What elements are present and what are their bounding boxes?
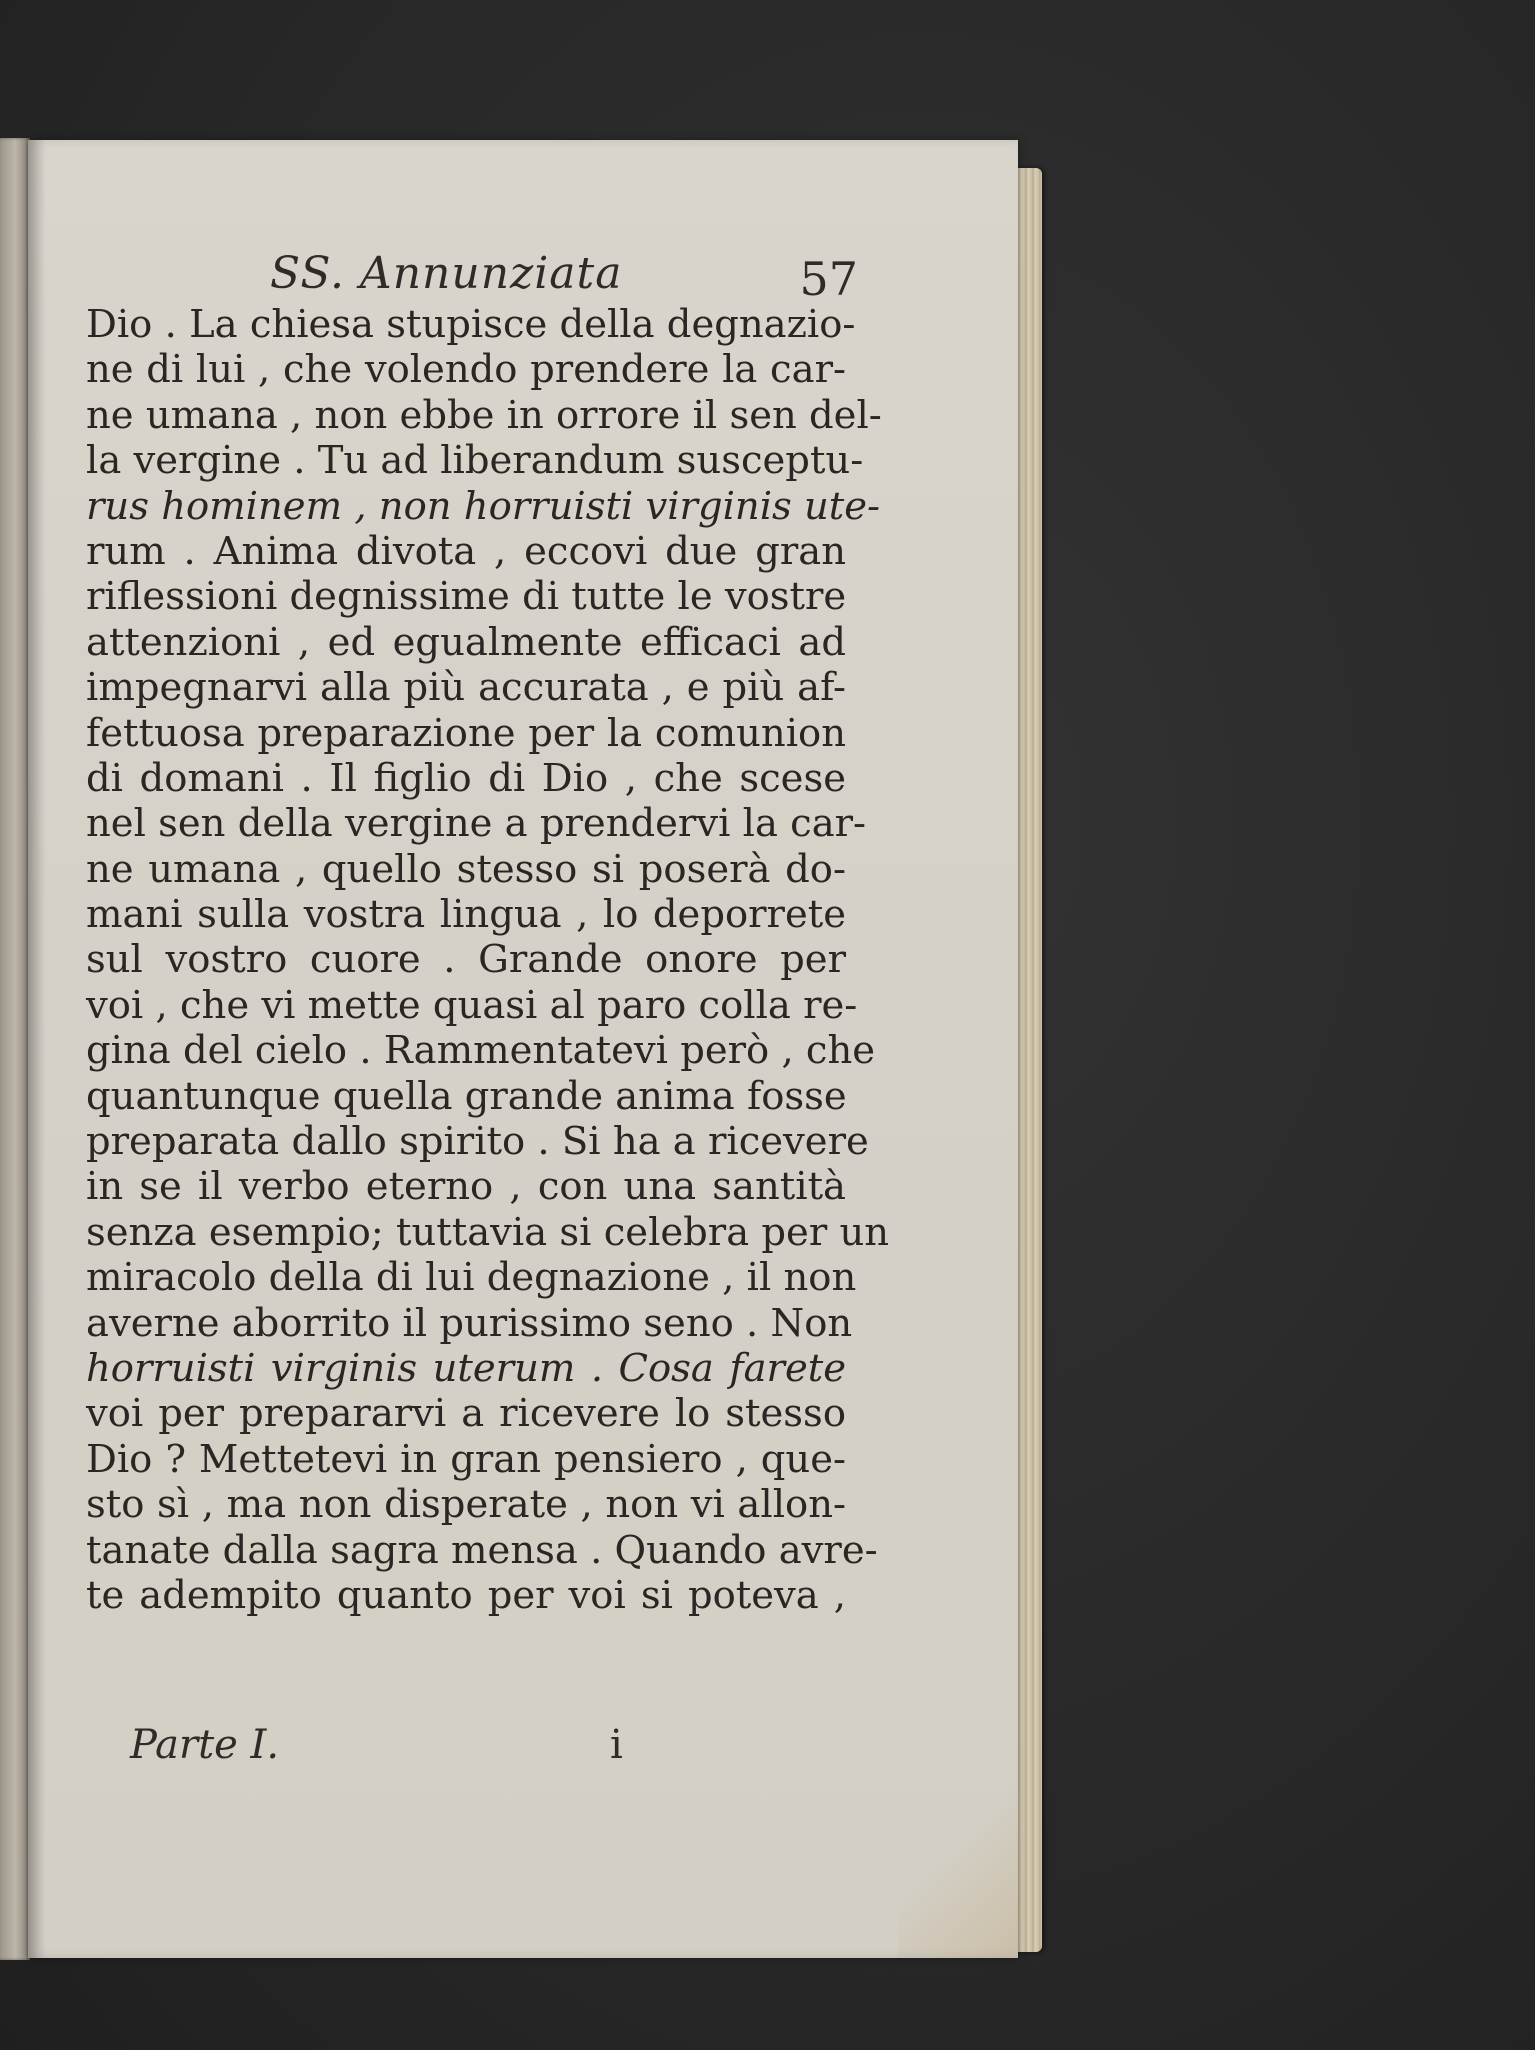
text-line: senza esempio; tuttavia si celebra per un (86, 1209, 890, 1255)
page-footer (130, 1722, 650, 1778)
text-line-latin-quote: horruisti virginis uterum . Cosa farete (86, 1345, 846, 1391)
text-line: la vergine . Tu ad liberandum susceptu- (86, 438, 864, 484)
text-line: ne di lui , che volendo prendere la car- (86, 347, 846, 393)
page-number: 57 (799, 252, 858, 306)
text-line-latin-quote: rus hominem , non horruisti virginis ute- (86, 483, 881, 529)
text-line: te adempito quanto per voi si poteva , (86, 1572, 846, 1618)
text-line: sul vostro cuore . Grande onore per (86, 937, 846, 983)
text-line: voi per prepararvi a ricevere lo stesso (86, 1391, 846, 1437)
text-line: voi , che vi mette quasi al paro colla re- (86, 982, 858, 1028)
text-line: ne umana , quello stesso si poserà do- (86, 846, 846, 892)
text-line: sto sì , ma non disperate , non vi allon- (86, 1482, 846, 1528)
text-line: riflessioni degnissime di tutte le vostre (86, 574, 847, 620)
text-line: impegnarvi alla più accurata , e più af- (86, 665, 846, 711)
signature-mark: i (610, 1722, 623, 1768)
text-line: in se il verbo eterno , con una santità (86, 1164, 846, 1210)
text-line: averne aborrito il purissimo seno . Non (86, 1300, 853, 1346)
text-line: fettuosa preparazione per la comunion (86, 710, 846, 756)
text-line: mani sulla vostra lingua , lo deporrete (86, 892, 846, 938)
text-line: preparata dallo spirito . Si ha a ricevere (86, 1119, 869, 1165)
text-line: gina del cielo . Rammentatevi però , che (86, 1028, 876, 1074)
text-line: nel sen della vergine a prendervi la car- (86, 801, 867, 847)
text-line: Dio . La chiesa stupisce della degnazio- (86, 302, 856, 347)
text-line: tanate dalla sagra mensa . Quando avre- (86, 1527, 878, 1573)
text-line: miracolo della di lui degnazione , il non (86, 1255, 857, 1301)
text-line: rum . Anima divota , eccovi due gran (86, 528, 846, 574)
body-text (86, 302, 890, 1618)
text-line: Dio ? Mettetevi in gran pensiero , que- (86, 1436, 846, 1482)
gutter-shadow (28, 140, 46, 1958)
left-page-edge (0, 138, 30, 1960)
running-title: SS. Annunziata (270, 248, 623, 299)
text-line: attenzioni , ed egualmente efficaci ad (86, 619, 846, 665)
part-label: Parte I. (130, 1722, 280, 1768)
text-line: di domani . Il figlio di Dio , che scese (86, 755, 846, 801)
text-line: ne umana , non ebbe in orrore il sen del- (86, 392, 882, 438)
text-line: quantunque quella grande anima fosse (86, 1073, 847, 1119)
